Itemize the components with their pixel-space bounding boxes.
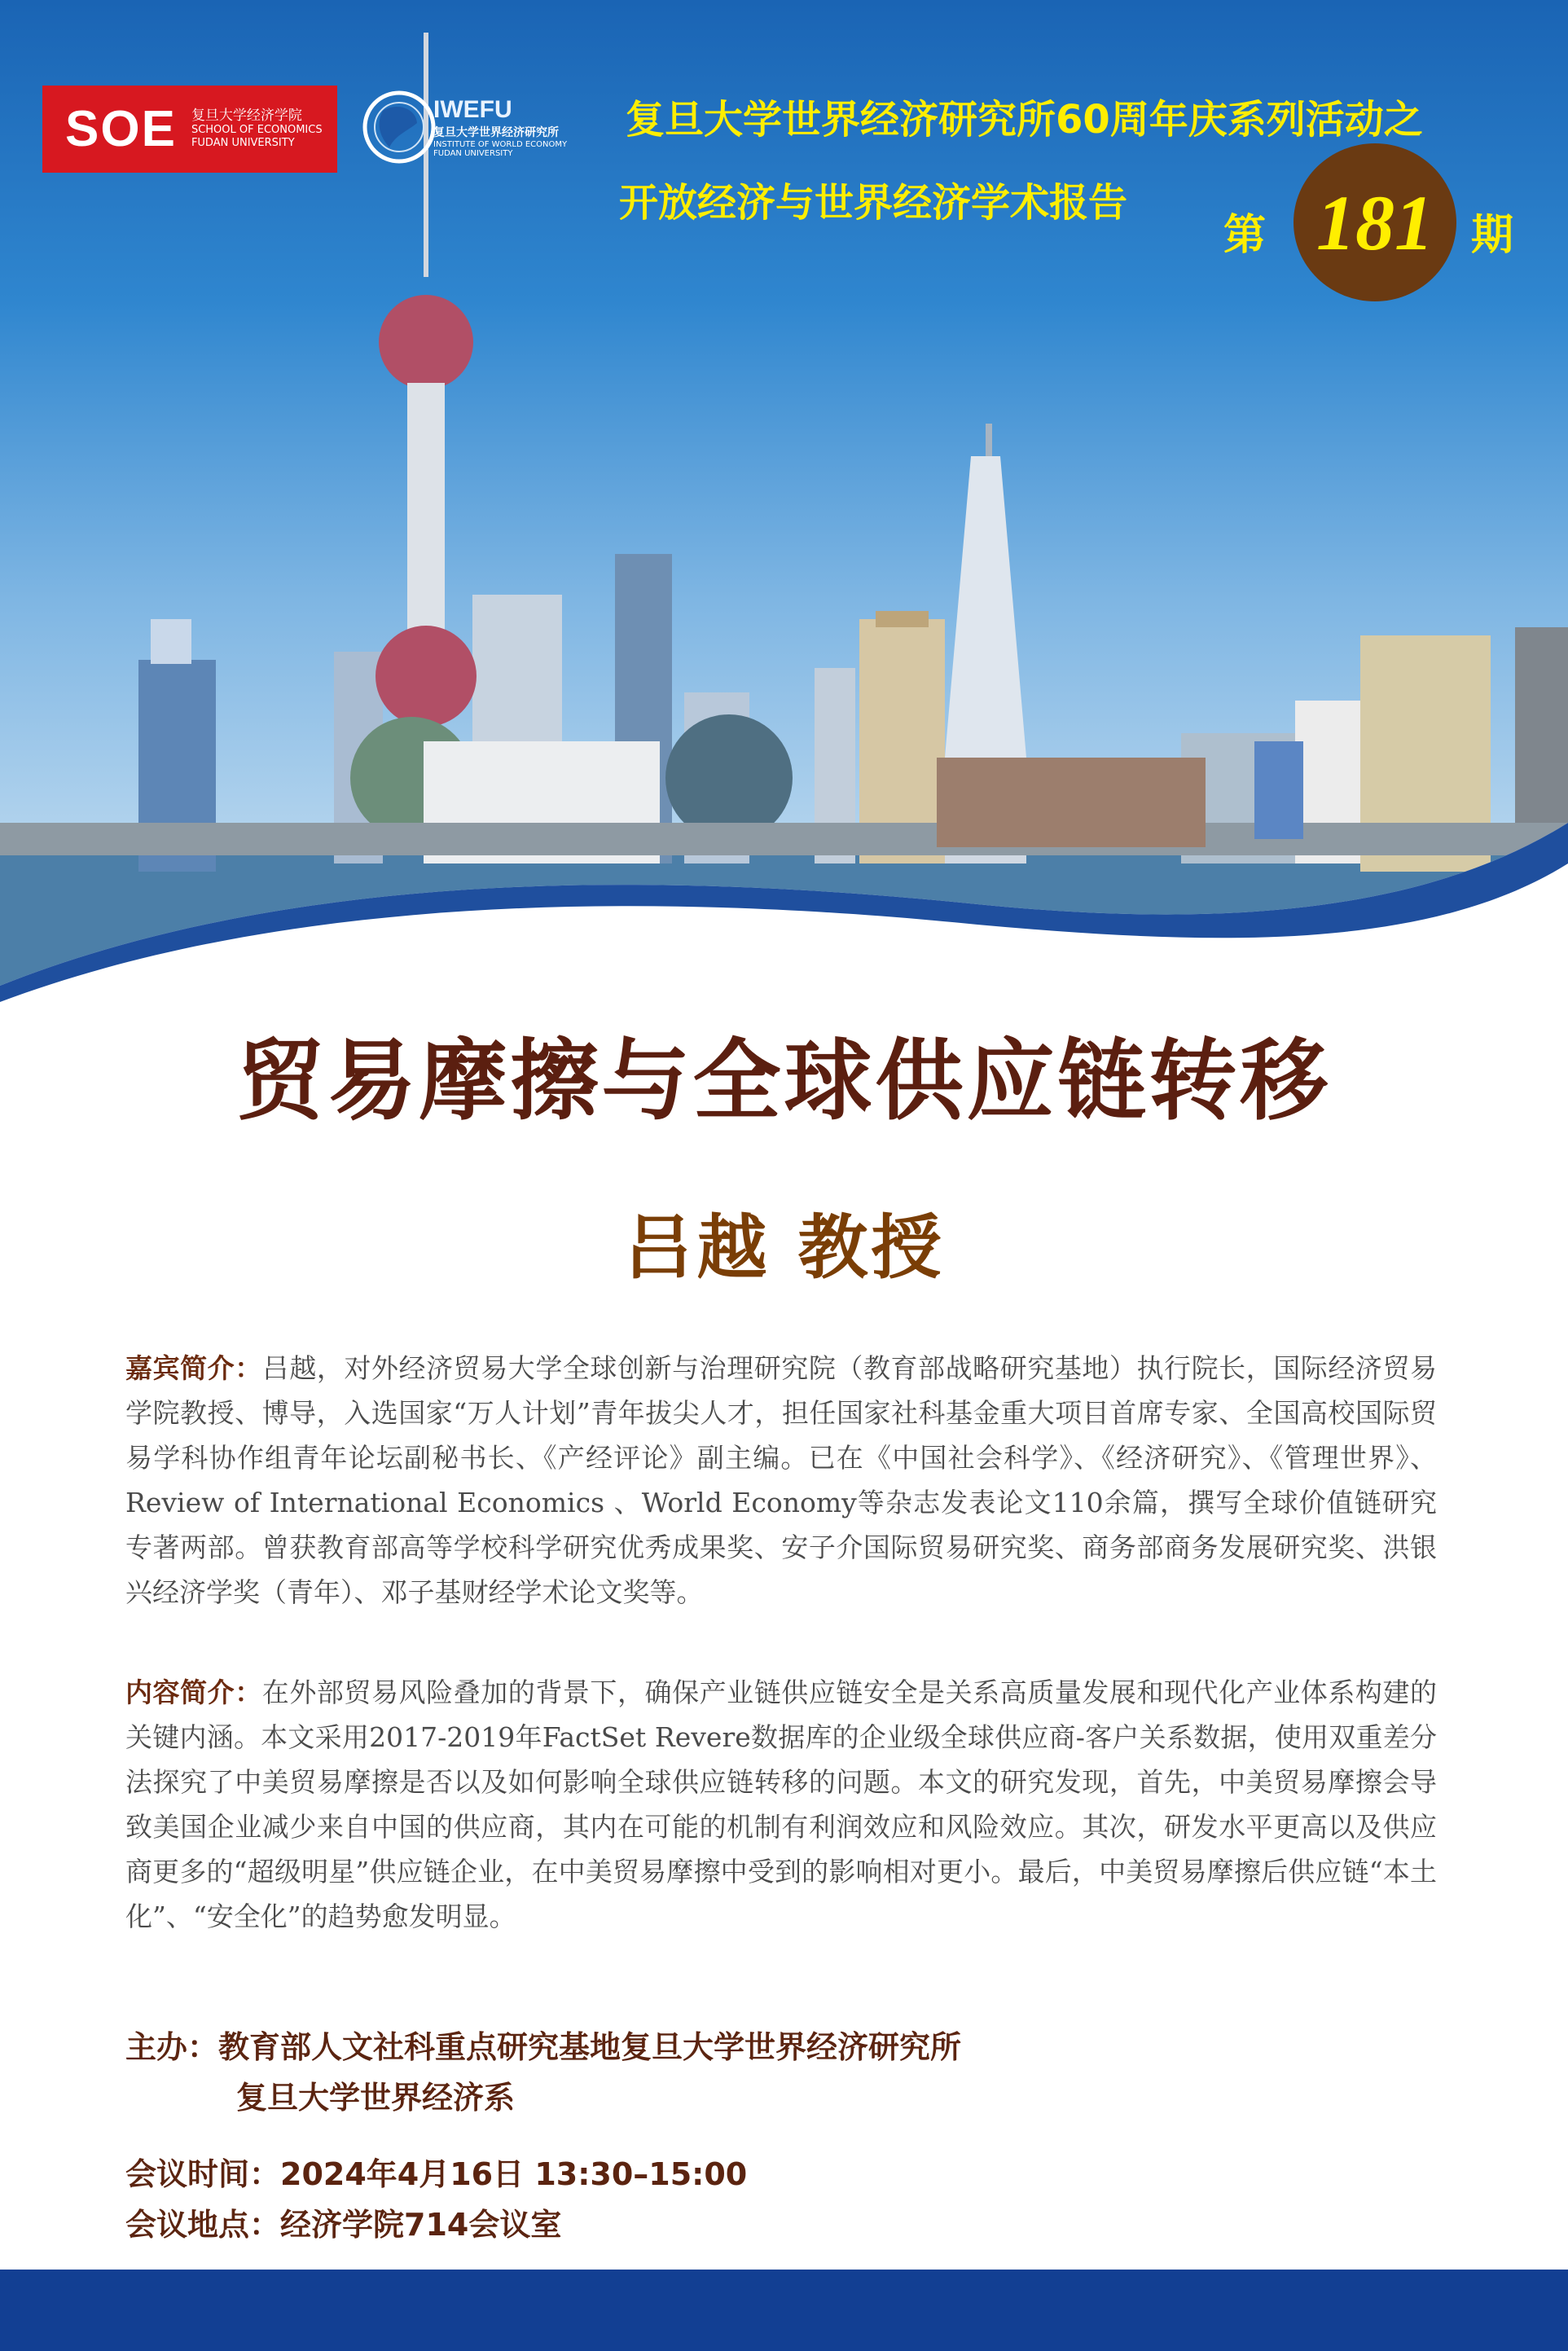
bio-label: 嘉宾简介：	[125, 1352, 262, 1384]
footer-bar	[0, 2270, 1568, 2351]
soe-logo-cn: 复旦大学经济学院	[191, 107, 302, 124]
iwefu-logo-en2: FUDAN UNIVERSITY	[433, 149, 513, 158]
soe-logo	[42, 86, 337, 173]
issue-number: 181	[1316, 178, 1434, 266]
organizer-name-2: 复旦大学世界经济系	[236, 2080, 516, 2116]
speaker-name: 吕越 教授	[623, 1207, 945, 1289]
series-subtitle: 开放经济与世界经济学术报告	[619, 180, 1128, 226]
abstract-label: 内容简介：	[125, 1676, 262, 1708]
issue-badge	[1293, 143, 1456, 301]
organizer-line1	[125, 2022, 961, 2067]
meeting-place-value: 经济学院714会议室	[280, 2207, 562, 2243]
meeting-place-label: 会议地点：	[125, 2207, 281, 2243]
soe-logo-mark: SOE	[65, 101, 177, 157]
abstract-text: 在外部贸易风险叠加的背景下，确保产业链供应链安全是关系高质量发展和现代化产业体系构建的关键内涵。本文采用2017-2019年FactSet Revere数据库的企业级全球供应商-客户关系数据，使用双重差分法探究了中美贸易摩擦是否以及如何影响全球供应链转移的问题。本文的研究发现，首先，中美贸易摩擦会导致美国企业减少来自中国的供应商，其内在可能的机制有利润效应和风险效应。其次，研发水平更高以及供应商更多的“超级明星”供应链企业，在中美贸易摩擦中受到的影响相对更小。最后，中美贸易摩擦后供应链“本土化”、“安全化”的趋势愈发明显。	[125, 1676, 1438, 1932]
iwefu-logo	[358, 81, 578, 173]
organizer-name-1: 教育部人文社科重点研究基地复旦大学世界经济研究所	[218, 2029, 962, 2065]
speaker-bio	[125, 1346, 1437, 1615]
talk-abstract	[125, 1670, 1437, 1939]
globe-icon	[358, 86, 440, 168]
talk-title: 贸易摩擦与全球供应链转移	[236, 1030, 1332, 1132]
iwefu-logo-abbr: IWEFU	[433, 96, 512, 123]
issue-prefix: 第	[1223, 211, 1267, 260]
soe-logo-en2: FUDAN UNIVERSITY	[191, 136, 295, 149]
meeting-place	[125, 2199, 561, 2244]
organizer-label: 主办：	[125, 2029, 219, 2065]
meeting-time	[125, 2149, 747, 2194]
header-banner	[0, 0, 1568, 1002]
meeting-time-value: 2024年4月16日 13:30–15:00	[280, 2156, 748, 2192]
meeting-time-label: 会议时间：	[125, 2156, 281, 2192]
soe-logo-en1: SCHOOL OF ECONOMICS	[191, 123, 323, 136]
series-title: 复旦大学世界经济研究所60周年庆系列活动之	[626, 97, 1423, 143]
iwefu-logo-cn: 复旦大学世界经济研究所	[433, 126, 559, 139]
issue-suffix: 期	[1471, 211, 1514, 260]
iwefu-logo-en1: INSTITUTE OF WORLD ECONOMY	[433, 140, 568, 149]
bio-text: 吕越，对外经济贸易大学全球创新与治理研究院（教育部战略研究基地）执行院长，国际经济贸易学院教授、博导，入选国家“万人计划”青年拔尖人才，担任国家社科基金重大项目首席专家、全国高校国际贸易学科协作组青年论坛副秘书长、《产经评论》副主编。已在《中国社会科学》、《经济研究》、《管理世界》、Review of International Economics 、World Economy等杂志发表论文110余篇，撰写全球价值链研究专著两部。曾获教育部高等学校科学研究优秀成果奖、安子介国际贸易研究奖、商务部商务发展研究奖、洪银兴经济学奖（青年）、邓子基财经学术论文奖等。	[125, 1352, 1438, 1608]
